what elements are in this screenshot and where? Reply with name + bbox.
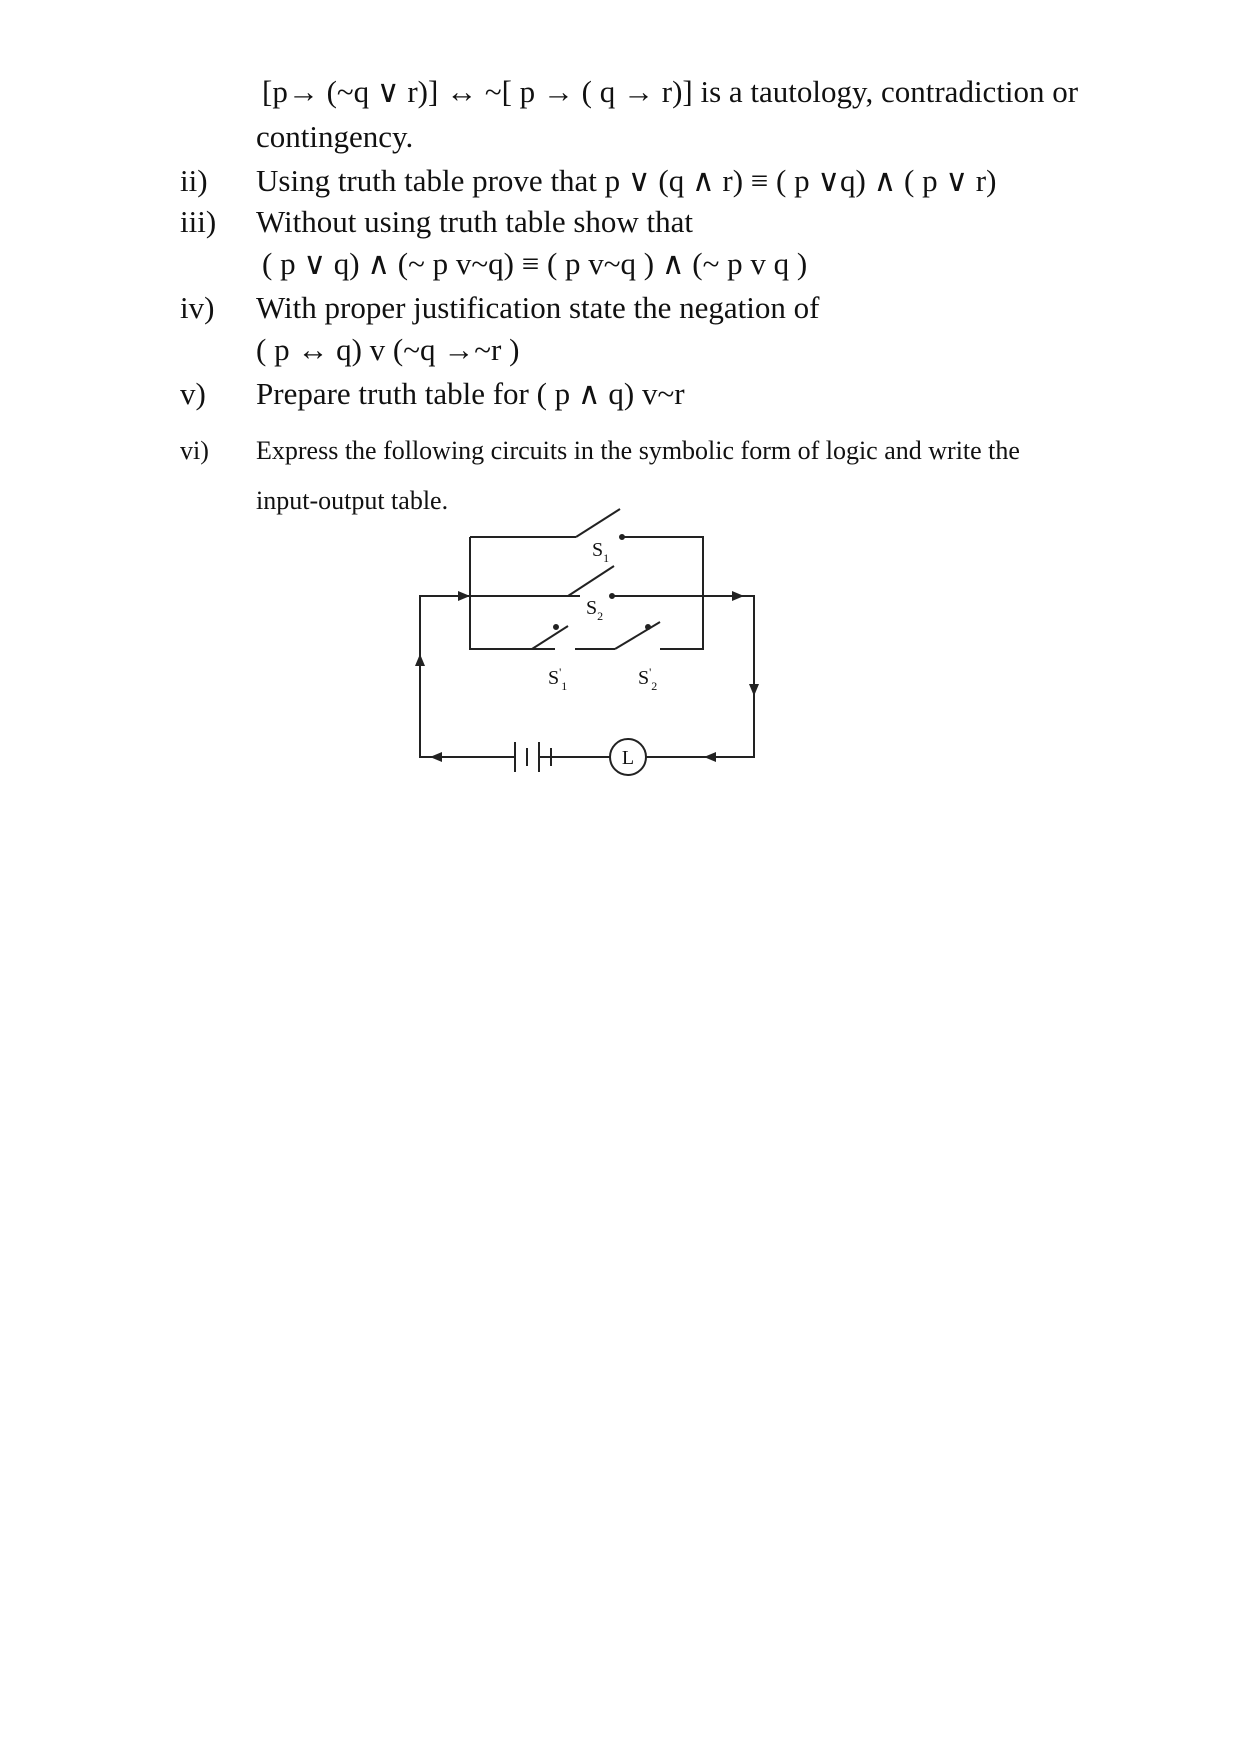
question-iv-formula: ( p ↔ q) v (~q →~r ) [256,332,520,367]
question-i-line2: contingency. [256,119,414,154]
switch-s1-prime-label: $S'_1$ [548,665,568,693]
question-vi-text-line2: input-output table. [256,486,449,515]
switch-s2-label: $S_2$ [586,597,604,623]
question-ii-text: Using truth table prove that p ∨ (q ∧ r) ≡ ( p ∨q) ∧ ( p ∨ r) [256,163,997,198]
circuit-diagram [0,0,1241,800]
arrow-bottom-right [704,752,716,762]
question-iii-formula: ( p ∨ q) ∧ (~ p v~q) ≡ ( p v~q ) ∧ (~ p v q ) [262,246,808,281]
question-iv-text: With proper justification state the negation of [256,290,820,325]
battery-icon [515,742,558,772]
arrow-top-right [732,591,744,601]
question-i-line1: [p→ (~q ∨ r)] ↔ ~[ p → ( q → r)] is a tautology, contradiction or [262,74,1079,109]
switch-s2-prime-label: $S'_2$ [638,665,658,693]
question-iv-number: iv) [180,290,215,325]
switch-s2-prime [615,622,660,649]
question-iii-number: iii) [180,204,217,239]
arrow-right-down [749,684,759,696]
question-iii-text: Without using truth table show that [256,204,694,239]
switch-s1-label: $S_1$ [592,539,610,565]
arrow-top-left [458,591,470,601]
question-ii-number: ii) [180,163,208,198]
question-v-text: Prepare truth table for ( p ∧ q) v~r [256,376,685,411]
question-vi-number: vi) [180,436,209,465]
lamp-label: L [621,747,635,769]
switch-s2 [568,566,614,598]
arrow-left-up [415,654,425,666]
switch-s1-prime [532,625,568,649]
question-vi-text: Express the following circuits in the symbolic form of logic and write the [256,436,1020,465]
switch-s1 [576,509,624,539]
question-v-number: v) [180,376,206,411]
arrow-bottom-left [430,752,442,762]
circuit-wires [420,537,754,757]
